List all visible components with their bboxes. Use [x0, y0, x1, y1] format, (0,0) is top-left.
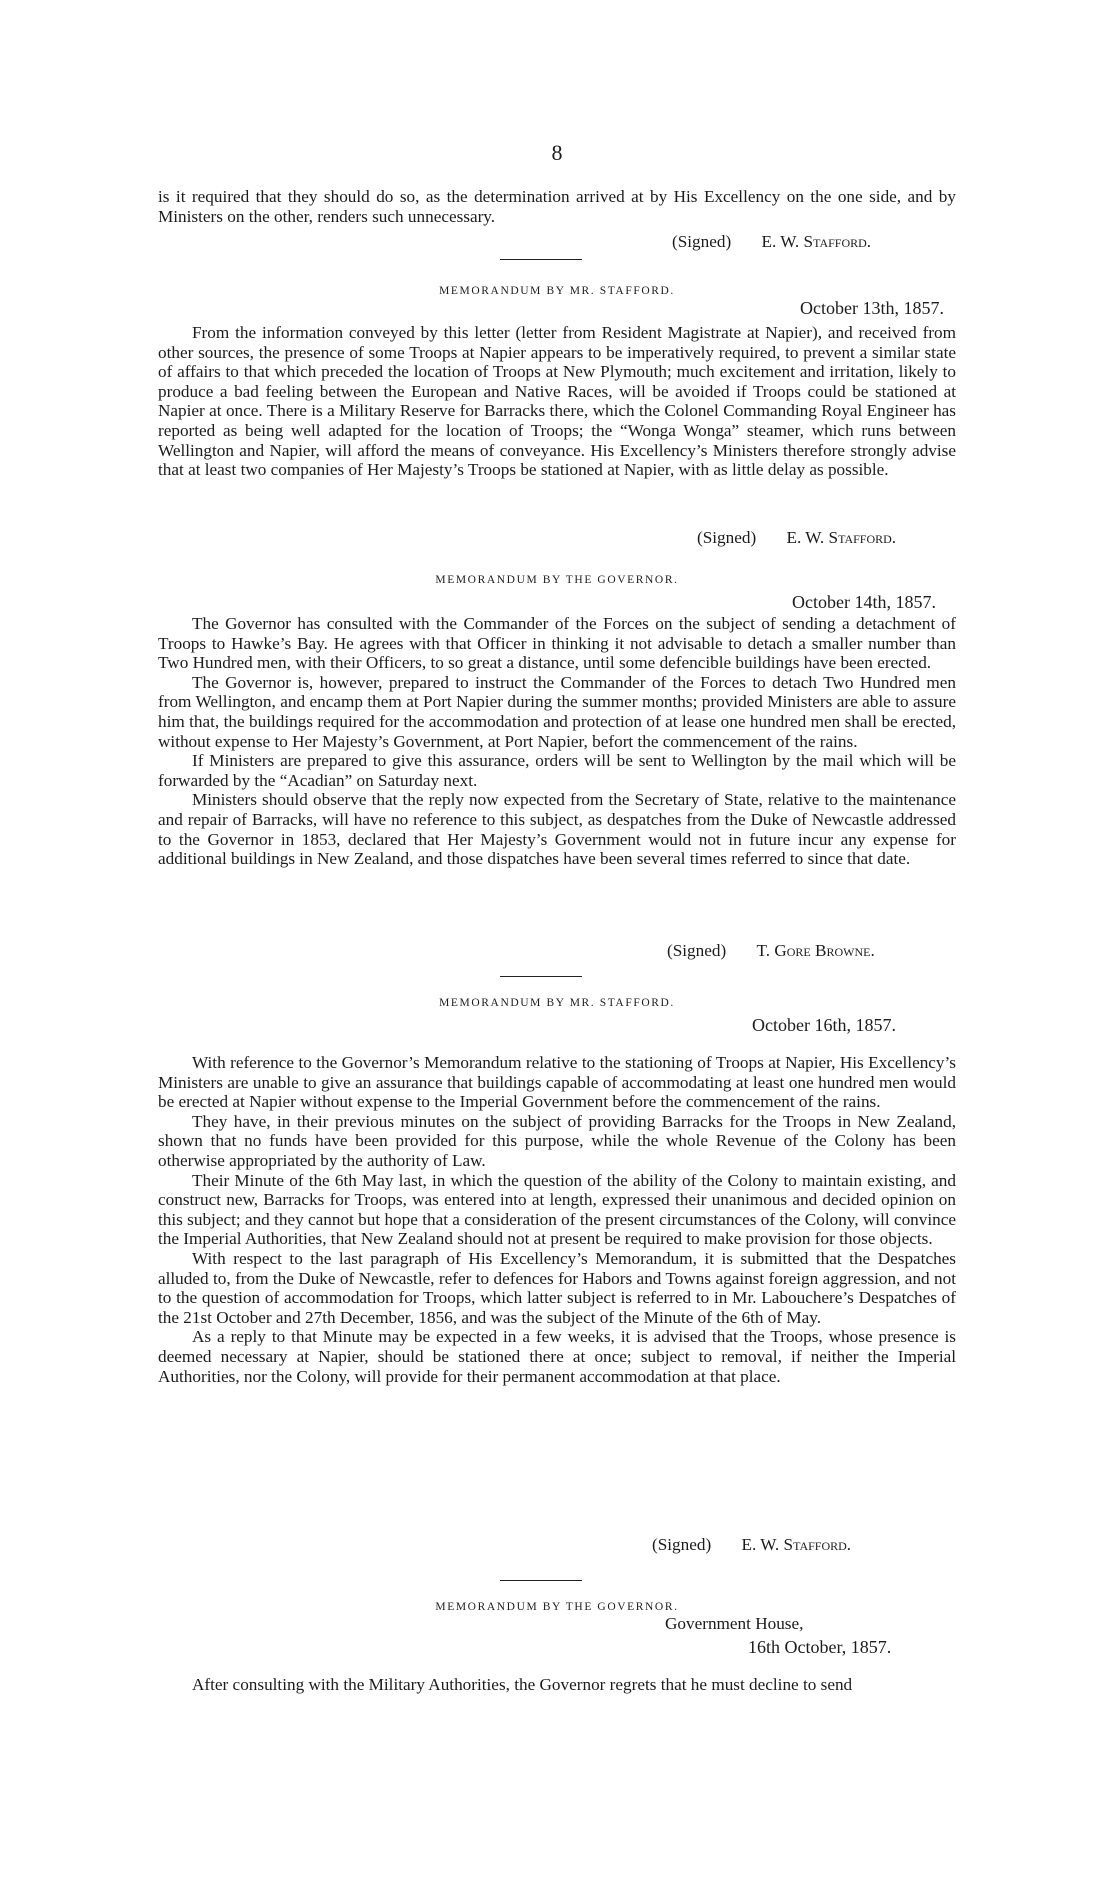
- signed-label: (Signed): [652, 1535, 712, 1554]
- memo-body: [158, 323, 956, 480]
- memo-paragraph: With reference to the Governor’s Memorandum relative to the stationing of Troops at Napier, His Excellency’s Ministers are unable to give an assurance that buildings capable of accommodating at least one hundred men would be erected at Napier without expense to the Imperial Government before the commencement of the rains.: [158, 1053, 956, 1112]
- memo-paragraph: With respect to the last paragraph of His Excellency’s Memorandum, it is submitted that the Despatches alluded to, from the Duke of Newcastle, refer to defences for Habors and Towns against foreign aggression, and not to the question of accommodation for Troops, which latter subject is referred to in Mr. Labouchere’s Despatches of the 21st October and 27th December, 1856, and was the subject of the Minute of the 6th of May.: [158, 1248, 956, 1327]
- memo-date: October 16th, 1857.: [752, 1015, 896, 1035]
- section-divider: [500, 1580, 582, 1581]
- memo-date: October 13th, 1857.: [800, 298, 944, 318]
- memo-date: 16th October, 1857.: [748, 1637, 892, 1657]
- page-number: 8: [551, 140, 563, 165]
- signatory-name: E. W. Stafford.: [761, 232, 872, 251]
- memo-paragraph: As a reply to that Minute may be expected in a few weeks, it is advised that the Troops, whose presence is deemed necessary at Napier, should be stationed there at once; subject to removal, if neither the Imperial Authorities, nor the Colony, will provide for their permanent accommodation at that place.: [158, 1327, 956, 1386]
- memo-body: [158, 1053, 956, 1386]
- memo-paragraph: Their Minute of the 6th May last, in which the question of the ability of the Colony to maintain existing, and construct new, Barracks for Troops, was entered into at length, expressed their unanimous and decided opinion on this subject; and they cannot but hope that a consideration of the present circumstances of the Colony, will convince the Imperial Authorities, that New Zealand should not at present be required to make provision for those objects.: [158, 1170, 956, 1249]
- memo-paragraph: If Ministers are prepared to give this assurance, orders will be sent to Wellington by the mail which will be forwarded by the “Acadian” on Saturday next.: [158, 751, 956, 790]
- memo-heading: MEMORANDUM BY THE GOVERNOR.: [435, 1601, 679, 1613]
- memo-paragraph: The Governor is, however, prepared to instruct the Commander of the Forces to detach Two Hundred men from Wellington, and encamp them at Port Napier during the summer months; provided Ministers are able to assure him that, the buildings required for the accommodation and protection of at lease one hundred men shall be erected, without expense to Her Majesty’s Government, at Port Napier, befort the commencement of the rains.: [158, 672, 956, 751]
- signatory-name: E. W. Stafford.: [786, 528, 897, 547]
- memo-paragraph: The Governor has consulted with the Commander of the Forces on the subject of sending a detachment of Troops to Hawke’s Bay. He agrees with that Officer in thinking it not advisable to detach a smaller number than Two Hundred men, with their Officers, to so great a distance, until some defencible buildings have been erected.: [158, 614, 956, 673]
- memo-heading: MEMORANDUM BY MR. STAFFORD.: [439, 285, 675, 297]
- section-divider: [500, 976, 582, 977]
- signature-line: [672, 232, 871, 252]
- memo-body: [158, 614, 956, 869]
- signature-line: [697, 528, 896, 548]
- signed-label: (Signed): [667, 941, 727, 960]
- memo-paragraph: Ministers should observe that the reply now expected from the Secretary of State, relative to the maintenance and repair of Barracks, will have no reference to this subject, as despatches from the Duke of Newcastle addressed to the Governor in 1853, declared that Her Majesty’s Government would not in future incur any expense for additional buildings in New Zealand, and those dispatches have been several times referred to since that date.: [158, 790, 956, 869]
- memo-heading: MEMORANDUM BY THE GOVERNOR.: [435, 574, 679, 586]
- opening-paragraph: is it required that they should do so, as the determination arrived at by His Excellency on the one side, and by Ministers on the other, renders such unnecessary.: [158, 187, 956, 226]
- memo-paragraph: From the information conveyed by this letter (letter from Resident Magistrate at Napier), and received from other sources, the presence of some Troops at Napier appears to be imperatively required, to prevent a similar state of affairs to that which preceded the location of Troops at New Plymouth; much excitement and irritation, likely to produce a bad feeling between the European and Native Races, will be avoided if Troops could be stationed at Napier at once. There is a Military Reserve for Barracks there, which the Colonel Commanding Royal Engineer has reported as being well adapted for the location of Troops; the “Wonga Wonga” steamer, which runs between Wellington and Napier, will afford the means of conveyance. His Excellency’s Ministers therefore strongly advise that at least two companies of Her Majesty’s Troops be stationed at Napier, with as little delay as possible.: [158, 323, 956, 480]
- memo-heading: MEMORANDUM BY MR. STAFFORD.: [439, 997, 675, 1009]
- memo-address: Government House,: [665, 1614, 804, 1633]
- memo-body: [158, 1675, 956, 1695]
- signatory-name: T. Gore Browne.: [756, 941, 875, 960]
- opening-section: [158, 187, 956, 226]
- memo-paragraph: After consulting with the Military Authorities, the Governor regrets that he must decline to send: [192, 1675, 853, 1694]
- signed-label: (Signed): [697, 528, 757, 547]
- memo-date: October 14th, 1857.: [792, 592, 936, 612]
- signatory-name: E. W. Stafford.: [741, 1535, 852, 1554]
- signed-label: (Signed): [672, 232, 732, 251]
- section-divider: [500, 259, 582, 260]
- memo-paragraph: They have, in their previous minutes on the subject of providing Barracks for the Troops in New Zealand, shown that no funds have been provided for this purpose, while the whole Revenue of the Colony has been otherwise appropriated by the authority of Law.: [158, 1111, 956, 1170]
- signature-line: [652, 1535, 851, 1555]
- signature-line: [667, 941, 875, 961]
